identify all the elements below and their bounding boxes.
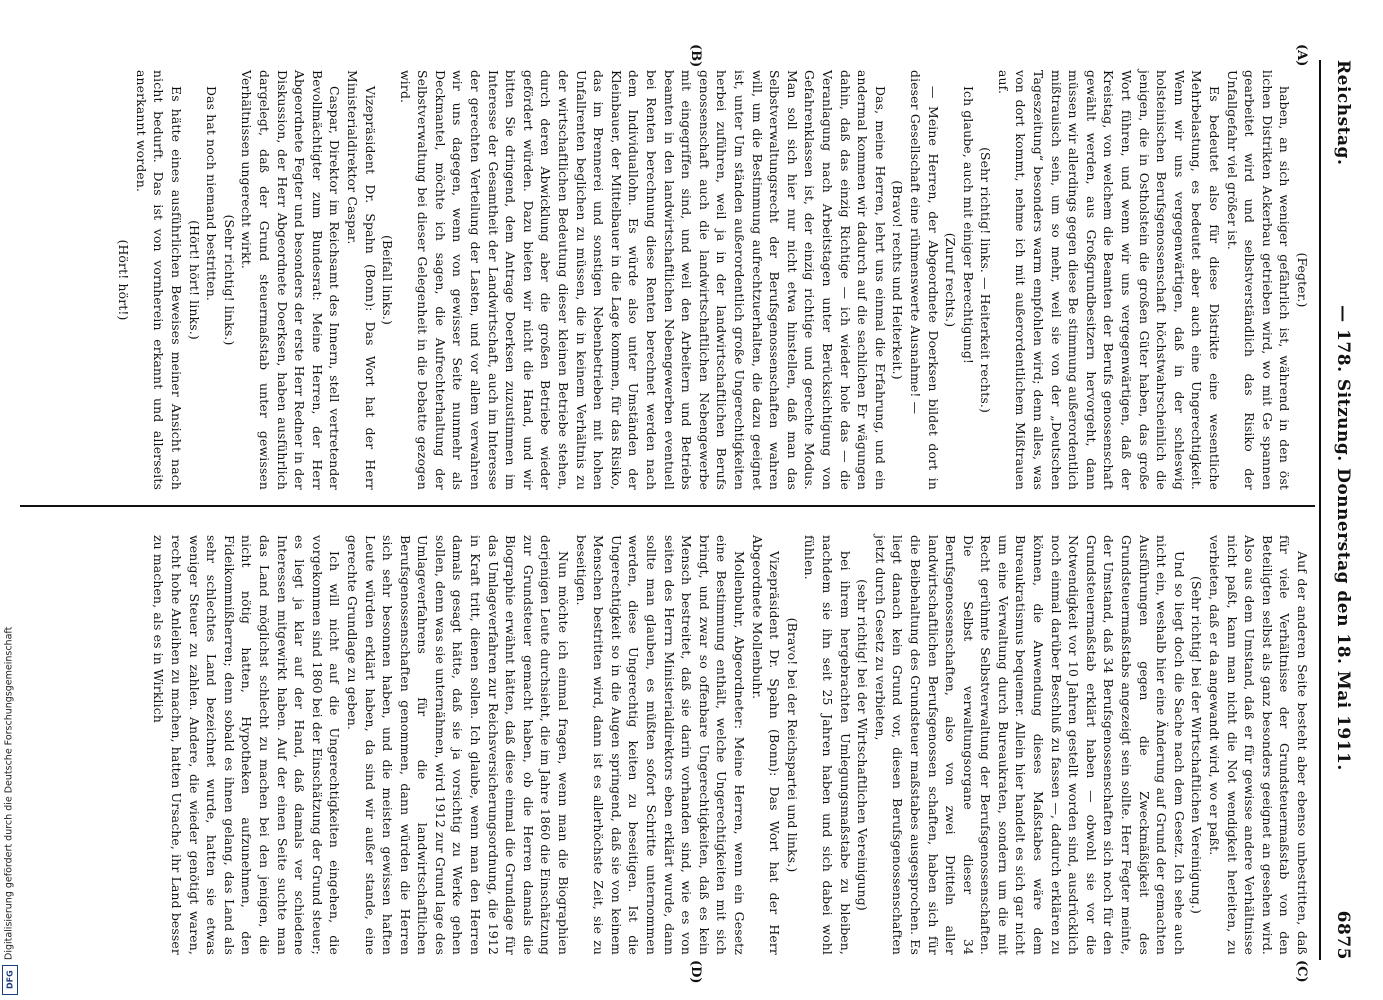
- header-section: Reichstag.: [1333, 60, 1353, 166]
- paragraph: Ich will nicht auf die Ungerechtigkeiten eingehen, die vorgekommen sind 1860 bei der Einschätzung der Grund steuer; es liegt ja klar auf der Hand, daß damals ver schiedene Interessen mitgewirkt haben. Auf der einen Seite suchte man das Land möglichst schlecht zu machen bei den jenigen, die nicht nötig hatten, Hypotheken aufzunehmen, den Fideikommißherren; denn sobald es ihnen gelang, das Land als sehr schlechtes Land bezeichnet wurde, hatten sie etwas weniger Steuer zu zahlen. Andere, die wieder genötigt waren, recht hohe Anleihen zu machen, hatten Ursache, ihr Land besser zu machen, als es in Wirklich: [151, 535, 343, 955]
- paragraph: Ich glaube, auch mit einiger Berechtigung!: [960, 86, 976, 365]
- paragraph: bei ihrem hergebrachten Umlegungsmaßstabe zu bleiben, nachdem sie ihn seit 25 Jahren haben und sich dabei wohl fühlen.: [802, 535, 853, 955]
- paragraph: Das, meine Herren, lehrt uns einmal die Erfahrung, und ein andermal kommen wir dadurch auf die sachlichen Er wägungen dahin, daß das einzig Richtige — ich wieder hole das — die Veranlagung nach Arbeitstagen unter Berücksichtigung von Gefahrenklassen ist, der einzig richtige und gerechte Modus. Man soll sich hier nur nicht etwa hinstellen, daß man das Selbstverwaltungsrecht der Berufsgenossenschaften wahren will, um die Bestimmung aufrechtzuerhalten, die dazu geeignet ist, unter Um ständen außerordentlich große Ungerechtigkeiten herbei zuführen, weil ja in der landwirtschaftlichen Berufs genossenschaft auch die landwirtschaftlichen Nebengewerbe mit eingegriffen sind, und weil den Arbeitern und Betriebs beamten in den landwirtschaftlichen Nebengewerben eventuell bei Renten berechnung diese Renten berechnet werden nach dem Individuallohn. Es würde also unter Umständen der Kleinbauer, der Mittelbauer in die Lage kommen, für das Risiko, das im Brennerei und sonstigen Nebenbetrieben mit hohen Unfallrenten beglichen zu müssen, die in keinem Verhältnis zu der wirtschaftlichen Bedeutung dieser kleinen Betriebe stehen, durch deren Abwicklung aber die großen Betriebe wieder gefördert würden. Dazu bieten wir nicht die Hand, und wir bitten Sie dringend, dem Antrage Doerksen zuzustimmen im Interesse der Gesamtheit der Landwirtschaft, auch im Interesse der gerechten Verteilung der Lasten, und vor allem verwahren wir uns dagegen, wenn von gewisser Seite nunmehr als Deckmantel, möchte ich sagen, die Aufrechterhaltung der Selbstverwaltung bei dieser Gelegenheit in die Debatte gezogen wird.: [397, 70, 888, 490]
- margin-mark-a: (A): [1294, 44, 1309, 67]
- right-column: [150, 535, 1311, 955]
- left-column: [115, 70, 1311, 490]
- header-rule: [1319, 60, 1321, 960]
- interjection: (Hört! hört!): [116, 239, 132, 321]
- page-header: [1323, 60, 1363, 960]
- paragraph: Nun möchte ich einmal fragen, wenn man die Biographien derjenigen Leute durchsieht, die im Jahre 1860 die Einschätzung zur Grundsteuer gemacht haben, ob die Herren damals die Biographie erwähnt hätten, daß diese einmal die Grundlage für das Umlageverfahren zur Reichsversicherungsordnung, die 1912 in Kraft tritt, dienen sollen. Ich glaube, wenn man den Herren damals gesagt hätte, daß sie ja vorsichtig zu Werke gehen sollen, denn was sie unternähmen, wird 1912 zur Grund lage des Umlageverfahrens für die landwirtschaftlichen Berufsgenossenschaften genommen, dann würden die Herren sich sehr besonnen haben, und die meisten gewissen haften Leute würden erklärt haben, da sind wir außer stande, eine gerechte Grundlage zu geben.: [344, 535, 572, 956]
- column-divider: [20, 505, 1315, 507]
- paragraph: Caspar, Direktor im Reichsamt des Innern, stell vertretender Bevollmächtigter zum Bundesrat: Meine Herren, der Herr Abgeordnete Fegter und besonders der erste Herr Redner in der Diskussion, der Herr Abgeordnete Doerksen, haben ausführlich dargelegt, daß der Grund steuermaßstab unter gewissen Verhältnissen ungerecht wirkt.: [239, 70, 343, 490]
- paragraph: Vizepräsident Dr. Spahn (Bonn): Das Wort hat der Herr Ministerialdirektor Caspar.: [344, 70, 378, 490]
- paragraph: haben, an sich weniger gefährlich ist, während in den öst lichen Distrikten Ackerbau getrieben wird, wo mit Ge spannen gearbeitet wird und selbstverständlich das Risiko der Unfallgefahr viel größer ist.: [1224, 70, 1293, 490]
- interjection: (Hört! hört! links.): [186, 220, 202, 340]
- interjection: (Sehr richtig! links. — Heiterkeit rechts.): [978, 147, 994, 413]
- paragraph: Und so liegt doch die Sache nach dem Gesetz. Ich sehe auch nicht ein, weshalb hier eine Änderung auf Grund der gemachten Ausführungen gegen die Zweckmäßigkeit des Grundsteuermaßstabs angezeigt sein sollte. Herr Fegter meinte, der Umstand, daß 34 Berufsgenossenschaften sich noch für den Grundsteuermaßstab erklärt haben — obwohl sie vor die Notwendigkeit vor 10 Jahren gestellt worden sind, ausdrücklich noch einmal darüber Beschluß zu fassen —, dadurch erklären zu können, die Anwendung dieses Maßstabes wäre dem Bureaukratismus bequemer. Allein hier handelt es sich gar nicht um eine Verwaltung durch Bureaukraten, sondern um die mit Recht gerühmte Selbstverwaltung der Berufsgenossenschaften. Die Selbst verwaltungsorgane dieser 34 Berufsgenossenschaften, also von zwei Dritteln aller landwirtschaftlichen Berufsgenossen schaften, haben sich für die Beibehaltung des Grundsteuer maßstabes ausgesprochen. Es liegt danach kein Grund vor, diesen Berufsgenossenschaften jetzt durch Gesetz zu verbieten,: [872, 535, 1187, 955]
- paragraph: Auf der anderen Seite besteht aber ebenso unbestritten, daß für viele Verhältnisse der Grundsteuermaßstab von den Beteiligten selbst als ganz besonders geeignet an gesehen wird. Also aus dem Umstand, daß er für gewisse andere Verhältnisse nicht paßt, kann man nicht die Not wendigkeit herleiten, zu verbieten, daß er da angewandt wird, wo er paßt.: [1207, 535, 1310, 955]
- margin-mark-b: (B): [688, 44, 703, 68]
- interjection: (Fegter.): [1295, 252, 1310, 308]
- interjection: (Sehr richtig! links.): [221, 214, 237, 346]
- dfg-logo: DFG: [2, 965, 18, 995]
- funding-note: Digitalisierung gefördert durch die Deutsche Forschungsgemeinschaft: [3, 626, 15, 960]
- interjection: (sehr richtig! bei der Wirtschaftlichen Vereinigung): [855, 579, 871, 911]
- paragraph: — Meine Herren, der Abgeordnete Doerksen bildet dort in dieser Gesellschaft eine rühmenswerte Ausnahme! —: [907, 70, 941, 490]
- interjection: (Beifall links.): [380, 234, 396, 326]
- paragraph: Das hat noch niemand bestritten.: [204, 86, 220, 301]
- interjection: (Bravo! bei der Reichspartei und links.): [784, 617, 800, 873]
- interjection: (Sehr richtig! bei der Wirtschaftlichen Vereinigung.): [1189, 576, 1205, 914]
- paragraph: Mollenbuhr, Abgeordneter: Meine Herren, wenn ein Gesetz eine Bestimmung enthält, welche Ungerechtigkeiten mit sich bringt, und zwar so offenbare Ungerechtigkeiten, daß es kein Mensch bestreitet, daß sie darin vorhanden sind, wie es von seiten des Herrn Ministerialdirektors eben erklärt wurde, dann sollte man glauben, es müßten sofort Schritte unternommen werden, diese Ungerechtig keiten zu beseitigen. Ist die Ungerechtigkeit so in die Augen springend, daß sie von keinem Menschen bestritten wird, dann ist es allerhöchste Zeit, sie zu beseitigen.: [573, 535, 747, 955]
- margin-mark-d: (D): [688, 960, 703, 984]
- interjection: (Bravo! rechts und Heiterkeit.): [890, 180, 906, 380]
- interjection: (Zuruf rechts.): [943, 232, 959, 328]
- margin-mark-c: (C): [1294, 960, 1309, 983]
- paragraph: Es bedeutet also für diese Distrikte eine wesentliche Mehrbelastung, es bedeutet aber auch eine Ungerechtigkeit. Wenn wir uns vergegenwärtigen, daß in der schleswig holsteinischen Berufsgenossenschaft höchstwahrscheinlich die jenigen, die in Ostholstein die großen Güter haben, das große Wort führen, und wenn wir uns vergegenwärtigen, daß der Kreistag, von welchem die Beamten der Berufs genossenschaft gewählt werden, aus Großgrundbesitzern hervorgeht, dann müssen wir allerdings gegen diese Be stimmung außerordentlich mißtrauisch sein, um so mehr, weil sie von der „Deutschen Tageszeitung“ besonders warm empfohlen wird; denn alles, was von dort kommt, nehme ich mit außerordentlichem Mißtrauen auf.: [995, 70, 1223, 490]
- page-number: 6875: [1333, 910, 1353, 960]
- paragraph: Es hätte eines ausführlichen Beweises meiner Ansicht nach nicht bedurft. Das ist von vornherein erkannt und allerseits anerkannt worden.: [133, 70, 184, 490]
- paragraph: Vizepräsident Dr. Spahn (Bonn): Das Wort hat der Herr Abgeordnete Mollenbuhr.: [749, 535, 783, 955]
- header-title: — 178. Sitzung. Donnerstag den 18. Mai 1911.: [1333, 305, 1353, 771]
